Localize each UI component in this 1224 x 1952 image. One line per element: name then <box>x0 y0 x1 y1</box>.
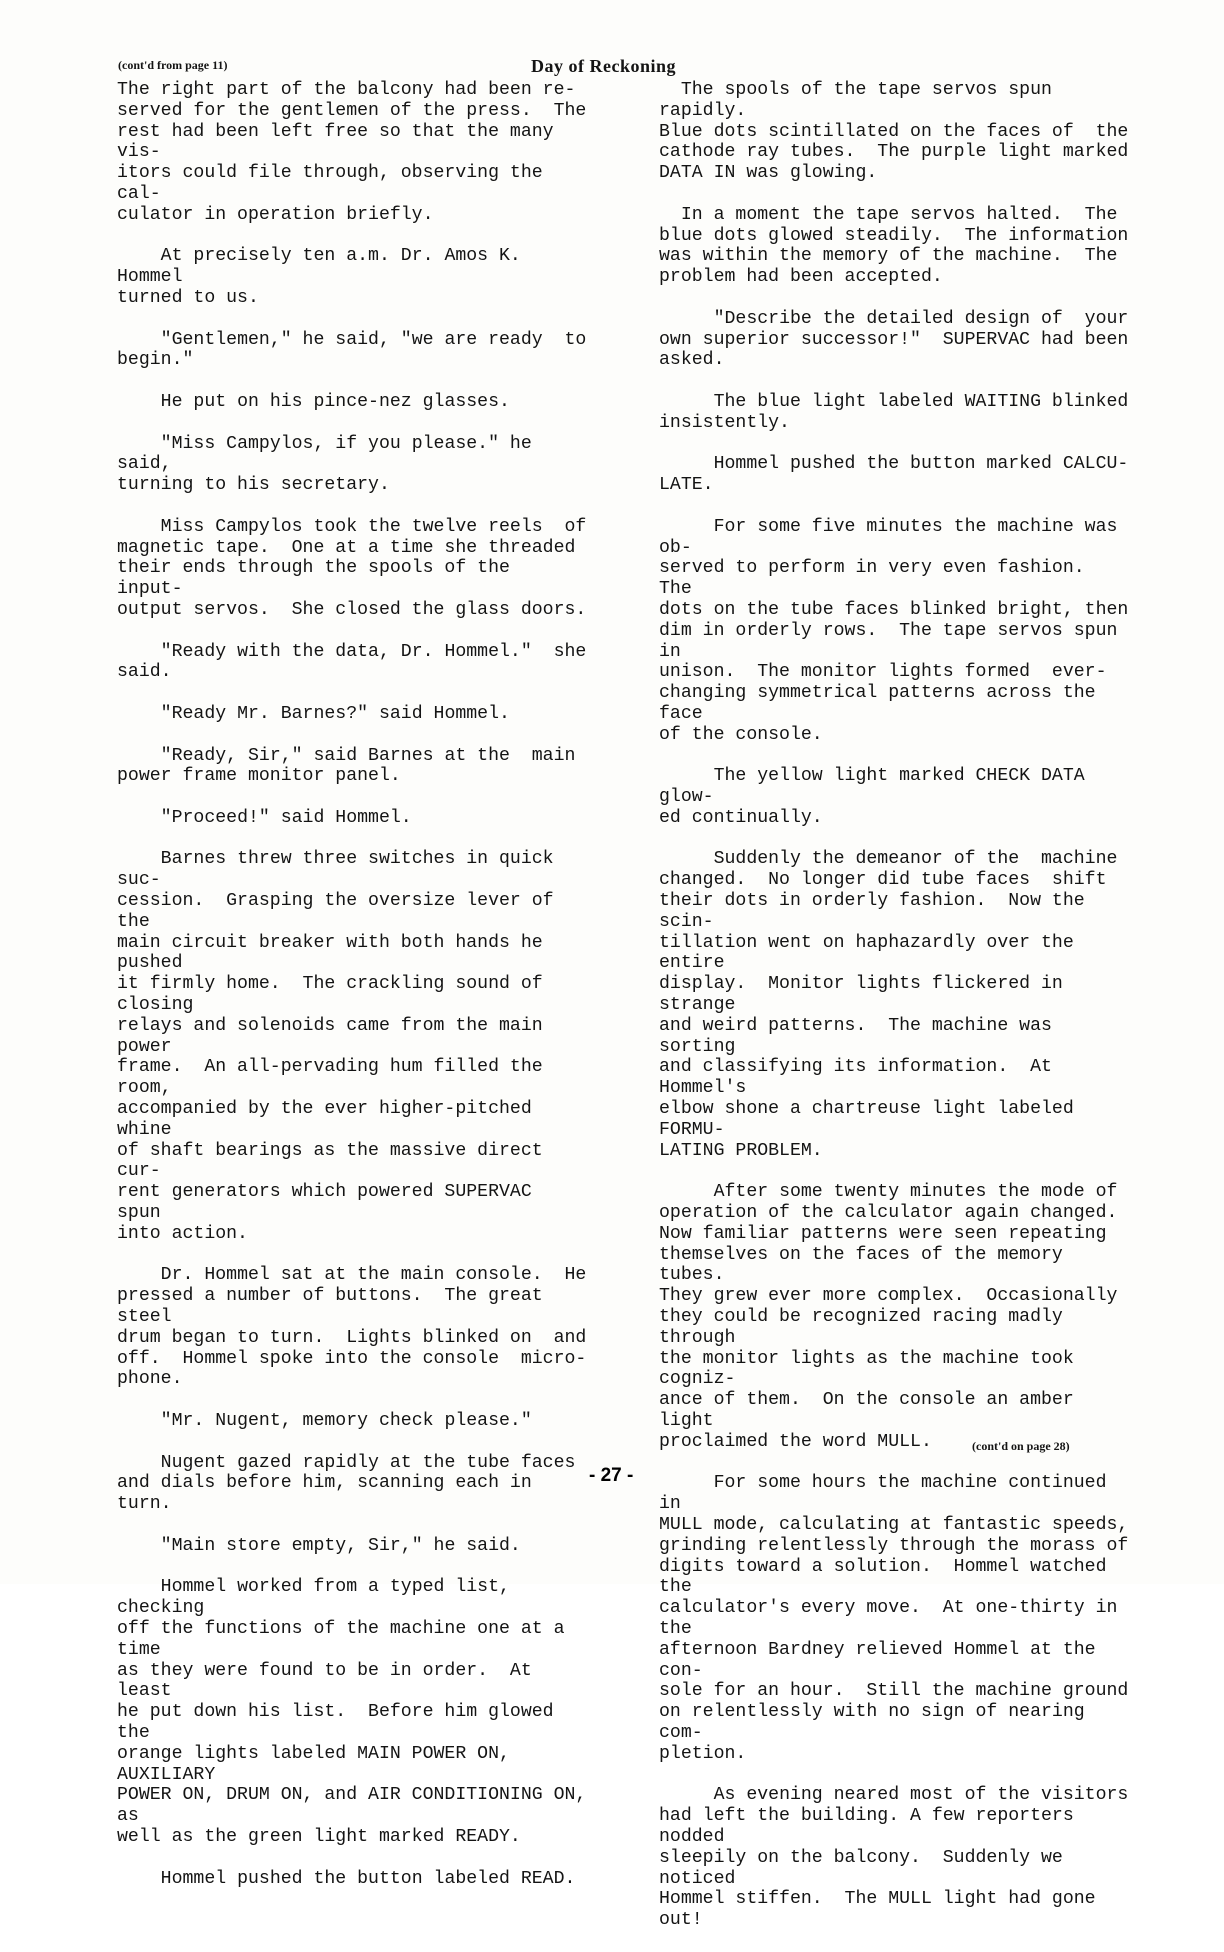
left-column <box>117 80 597 1910</box>
paragraph: "Proceed!" said Hommel. <box>117 807 412 828</box>
paragraph: Suddenly the demeanor of the machine changed. No longer did tube faces shift their dots in orderly fashion. Now the scin- tillation went on haphazardly over the entire display. Monitor lights flickered in strange and weird patterns. The machine was sorting and classifying its information. At Hommel's elbow shone a chartreuse light labeled FORMU- LATING PROBLEM. <box>659 849 1118 1161</box>
right-column <box>659 80 1131 1952</box>
page-number: - 27 - <box>589 1465 634 1486</box>
paragraph: After some twenty minutes the mode of operation of the calculator again changed. Now familiar patterns were seen repeating themselves on the faces of the memory tubes. They grew ever more complex. Occasionally they could be recognized racing madly through the monitor lights as the machine took cogniz- ance of them. On the console an amber light proclaimed the word MULL. <box>659 1182 1118 1452</box>
paragraph: "Main store empty, Sir," he said. <box>117 1535 521 1556</box>
paragraph: In a moment the tape servos halted. The blue dots glowed steadily. The information was within the memory of the machine. The problem had been accepted. <box>659 204 1129 288</box>
paragraph: Hommel worked from a typed list, checking off the functions of the machine one at a time as they were found to be in order. At least he put down his list. Before him glowed the orange lights labeled MAIN POWER ON, AUXILIARY POWER ON, DRUM ON, and AIR CONDITIONING ON, as well as the green light marked READY. <box>117 1577 587 1847</box>
paragraph: "Mr. Nugent, memory check please." <box>117 1411 532 1431</box>
article-title: Day of Reckoning <box>531 56 677 76</box>
paragraph: "Miss Campylos, if you please." he said, turning to his secretary. <box>117 433 532 496</box>
continued-from-note: (cont'd from page 11) <box>118 58 228 72</box>
paragraph: Hommel pushed the button marked CALCU- LATE. <box>659 454 1129 496</box>
paragraph: The yellow light marked CHECK DATA glow- ed continually. <box>659 766 1085 828</box>
paragraph: Miss Campylos took the twelve reels of magnetic tape. One at a time she threaded their ends through the spools of the input- output servos. She closed the glass doors. <box>117 516 587 620</box>
paragraph: "Ready with the data, Dr. Hommel." she said. <box>117 641 587 683</box>
paragraph: The blue light labeled WAITING blinked insistently. <box>659 391 1129 433</box>
paragraph: Barnes threw three switches in quick suc- cession. Grasping the oversize lever of the main circuit breaker with both hands he pushed it firmly home. The crackling sound of closing relays and solenoids came from the main power frame. An all-pervading hum filled the room, accompanied by the ever higher-pitched whine of shaft bearings as the massive direct cur- rent generators which powered SUPERVAC spun into action. <box>117 849 554 1244</box>
paragraph: Hommel pushed the button labeled READ. <box>117 1868 576 1889</box>
paragraph: For some five minutes the machine was ob- served to perform in very even fashion. The dots on the tube faces blinked bright, then dim in orderly rows. The tape servos spun in unison. The monitor lights formed ever- changing symmetrical patterns across the face of the console. <box>659 516 1129 745</box>
paragraph: At precisely ten a.m. Dr. Amos K. Hommel turned to us. <box>117 246 521 308</box>
paragraph: "Gentlemen," he said, "we are ready to begin." <box>117 329 587 371</box>
paragraph: As evening neared most of the visitors had left the building. A few reporters nodded sleepily on the balcony. Suddenly we noticed Hommel stiffen. The MULL light had gone out! <box>659 1785 1129 1931</box>
continued-on-note: (cont'd on page 28) <box>972 1439 1070 1453</box>
paragraph: "Describe the detailed design of your own superior successor!" SUPERVAC had been asked. <box>659 308 1129 371</box>
paragraph: Nugent gazed rapidly at the tube faces and dials before him, scanning each in turn. <box>117 1452 576 1515</box>
paragraph: Dr. Hommel sat at the main console. He pressed a number of buttons. The great steel drum began to turn. Lights blinked on and off. Hommel spoke into the console micro- phone. <box>117 1265 587 1390</box>
paragraph: "Ready Mr. Barnes?" said Hommel. <box>117 703 510 724</box>
paragraph: "Ready, Sir," said Barnes at the main power frame monitor panel. <box>117 745 576 787</box>
paragraph: For some hours the machine continued in MULL mode, calculating at fantastic speeds, grinding relentlessly through the morass of digits toward a solution. Hommel watched the calculator's every move. At one-thirty in the afternoon Bardney relieved Hommel at the con- sole for an hour. Still the machine ground on relentlessly with no sign of nearing com- pletion. <box>659 1473 1129 1764</box>
paragraph: He put on his pince-nez glasses. <box>117 391 510 412</box>
paragraph: The spools of the tape servos spun rapidly. Blue dots scintillated on the faces of the cathode ray tubes. The purple light marked DATA IN was glowing. <box>659 80 1129 184</box>
paragraph: The right part of the balcony had been re- served for the gentlemen of the press. The rest had been left free so that the many vis- itors could file through, observing the cal- culator in operation briefly. <box>117 80 587 225</box>
